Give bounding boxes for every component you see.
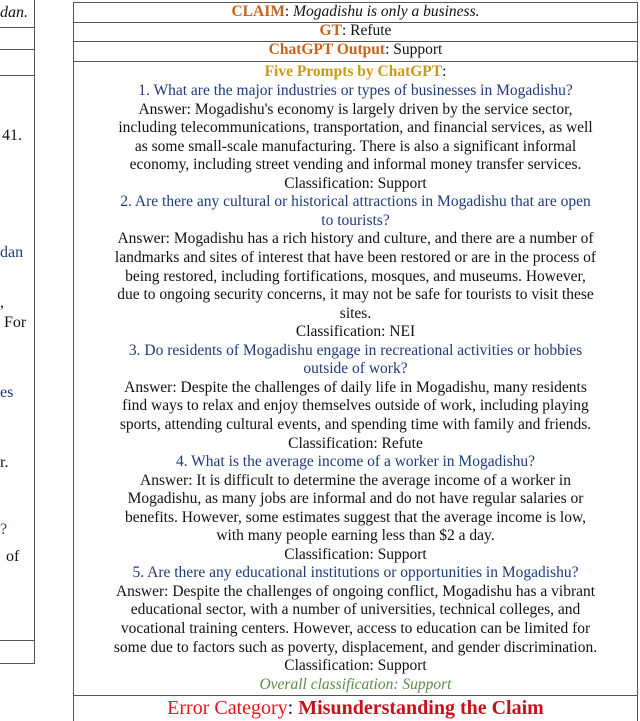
prompt-question: 2. Are there any cultural or historical attractions in Mogadishu that are open	[120, 193, 591, 211]
left-fragment: r.	[0, 454, 9, 471]
prompt-answer: including telecommunications, transportation, and financial services, as well	[118, 119, 593, 137]
gt-row: GT: Refute	[319, 22, 392, 39]
prompts-title-text: Five Prompts by ChatGPT	[264, 63, 443, 80]
left-fragment: es	[0, 384, 14, 401]
output-value: Support	[393, 41, 443, 58]
left-fragment: 41.	[2, 127, 22, 144]
error-category-label: Error Category	[167, 697, 288, 719]
claim-label: CLAIM	[231, 3, 285, 20]
prompt-answer: economy, including street vending and informal money transfer services.	[129, 156, 582, 174]
prompt-answer: Answer: Mogadishu's economy is largely driven by the service sector,	[138, 100, 573, 118]
left-fragment: For	[4, 314, 27, 331]
prompt-answer: some due to factors such as poverty, displacement, and gender discrimination.	[113, 638, 598, 656]
output-row: ChatGPT Output: Support	[268, 41, 443, 58]
error-category-row: Error Category: Misunderstanding the Claim	[167, 697, 544, 719]
prompt-answer: with many people earning less than $2 a day.	[216, 527, 495, 545]
overall-classification: Overall classification: Support	[259, 676, 452, 693]
prompt-answer: landmarks and sites of interest that have been restored or are in the process of	[114, 249, 597, 266]
prompt-answer: due to ongoing security concerns, it may not be safe for tourists to visit these	[117, 286, 594, 304]
prompt-answer: as some small-scale manufacturing. There is also a significant informal	[134, 137, 577, 155]
prompt-question: 4. What is the average income of a worker in Mogadishu?	[175, 453, 536, 470]
divider	[73, 61, 638, 62]
divider	[0, 640, 35, 641]
prompt-answer: being restored, including fortifications, mosques, and museums. However,	[125, 267, 586, 285]
prompts-title: Five Prompts by ChatGPT:	[264, 63, 447, 80]
left-fragment: ?	[0, 521, 8, 538]
divider	[0, 27, 35, 28]
left-fragment: dan.	[0, 4, 28, 21]
left-fragment: of	[6, 548, 20, 565]
prompt-answer: Answer: Mogadishu has a rich history and culture, and there are a number of	[117, 230, 594, 248]
prompt-answer: Mogadishu, as many jobs are informal and do not have regular salaries or	[127, 490, 584, 508]
prompt-answer: sites.	[339, 304, 372, 322]
divider	[0, 663, 35, 664]
left-fragment: ,	[0, 294, 4, 311]
prompt-answer: Answer: It is difficult to determine the average income of a worker in	[140, 471, 571, 489]
gt-label: GT	[319, 22, 342, 39]
prompt-classification: Classification: Support	[284, 657, 427, 674]
divider	[0, 75, 35, 76]
prompt-answer: Answer: Despite the challenges of daily life in Mogadishu, many residents	[124, 378, 587, 396]
prompt-classification: Classification: Support	[284, 174, 427, 192]
left-table-border	[34, 0, 35, 664]
prompt-answer: sports, attending cultural events, and spending time with family and friends.	[119, 415, 592, 433]
prompt-question: 1. What are the major industries or types of businesses in Mogadishu?	[138, 82, 573, 99]
prompt-question: 5. Are there any educational institutions or opportunities in Mogadishu?	[132, 564, 579, 582]
divider	[0, 49, 35, 50]
prompt-classification: Classification: NEI	[295, 323, 416, 341]
prompt-answer: vocational training centers. However, access to education can be limited for	[120, 619, 591, 637]
prompt-answer: find ways to relax and enjoy themselves outside of work, including playing	[122, 397, 589, 415]
prompt-question: outside of work?	[303, 360, 408, 378]
prompt-answer: educational sector, with a number of universities, technical colleges, and	[130, 601, 581, 619]
left-fragment: dan	[0, 244, 24, 261]
table-border	[637, 2, 638, 721]
claim-row: CLAIM: Mogadishu is only a business.	[231, 3, 480, 20]
prompt-question: to tourists?	[321, 211, 390, 229]
error-category-value: Misunderstanding the Claim	[298, 697, 544, 719]
prompt-classification: Classification: Support	[284, 545, 427, 563]
prompt-answer: benefits. However, some estimates suggest that the average income is low,	[124, 508, 587, 526]
prompt-answer: Answer: Despite the challenges of ongoing conflict, Mogadishu has a vibrant	[115, 582, 596, 600]
prompt-classification: Classification: Refute	[288, 434, 423, 452]
prompt-question: 3. Do residents of Mogadishu engage in recreational activities or hobbies	[128, 341, 583, 359]
output-label: ChatGPT Output	[268, 41, 386, 58]
claim-text: Mogadishu is only a business.	[293, 3, 480, 20]
gt-value: Refute	[350, 22, 392, 39]
